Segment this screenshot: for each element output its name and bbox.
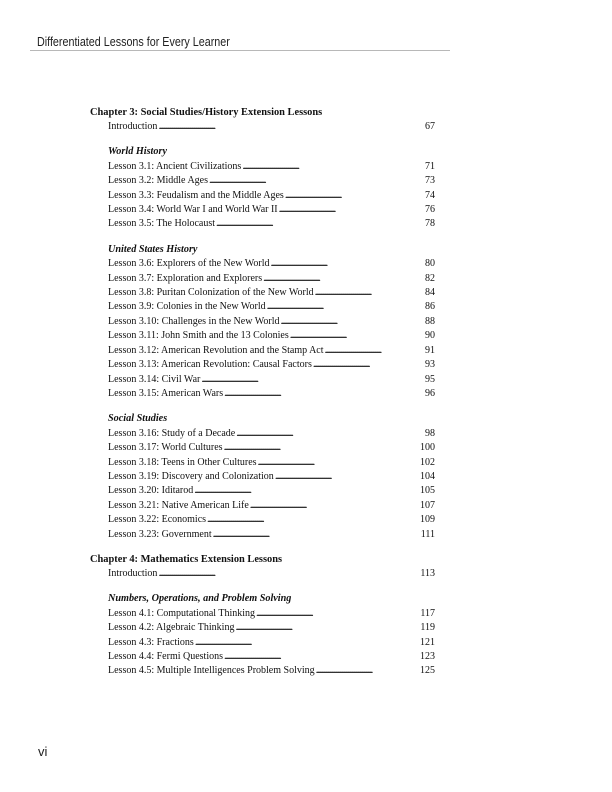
entry-title: Introduction [108, 121, 158, 132]
entry-title: Lesson 3.9: Colonies in the New World [108, 301, 266, 313]
entry-title: Lesson 3.4: World War I and World War II [108, 204, 278, 216]
dot-leader [258, 456, 419, 470]
entry-page-number: 95 [425, 373, 435, 385]
toc-entry[interactable] [90, 528, 435, 542]
dot-leader [224, 387, 424, 401]
dot-leader [213, 528, 420, 542]
entry-title: Lesson 3.21: Native American Life [108, 499, 249, 511]
entry-page-number: 73 [425, 175, 435, 187]
entry-page-number: 82 [425, 272, 435, 284]
dot-leader [235, 621, 419, 635]
entry-page-number: 100 [420, 442, 435, 454]
toc-entry[interactable] [90, 373, 435, 387]
dot-leader [263, 272, 424, 286]
dot-leader [201, 373, 424, 387]
page-number: vi [38, 744, 48, 759]
toc-entry[interactable] [90, 664, 435, 678]
toc-entry[interactable] [90, 189, 435, 203]
entry-page-number: 98 [425, 427, 435, 439]
dot-leader [256, 607, 419, 621]
entry-page-number: 76 [425, 204, 435, 216]
dot-leader [275, 470, 419, 484]
entry-title: Lesson 3.3: Feudalism and the Middle Ages [108, 189, 284, 201]
entry-page-number: 74 [425, 189, 435, 201]
entry-page-number: 123 [420, 651, 435, 662]
entry-page-number: 71 [425, 160, 435, 172]
dot-leader [315, 286, 424, 300]
entry-page-number: 111 [420, 528, 435, 540]
dot-leader [279, 203, 424, 217]
entry-page-number: 104 [420, 470, 435, 482]
entry-title: Lesson 3.16: Study of a Decade [108, 427, 236, 439]
entry-title: Lesson 3.19: Discovery and Colonization [108, 470, 274, 482]
entry-page-number: 80 [425, 258, 435, 270]
entry-title: Lesson 3.18: Teens in Other Cultures [108, 456, 257, 468]
entry-title: Lesson 4.5: Multiple Intelligences Problem Solving [108, 665, 315, 677]
section-heading: Social Studies [108, 413, 168, 425]
dot-leader [280, 315, 424, 329]
toc-entry[interactable] [90, 203, 435, 217]
dot-leader [194, 484, 419, 498]
entry-title: Lesson 3.6: Explorers of the New World [108, 258, 270, 270]
toc-entry[interactable] [90, 470, 435, 484]
dot-leader [250, 499, 419, 513]
entry-page-number: 91 [425, 344, 435, 356]
entry-page-number: 88 [425, 315, 435, 327]
entry-title: Lesson 3.8: Puritan Colonization of the New World [108, 287, 314, 299]
dot-leader [216, 217, 424, 231]
entry-page-number: 125 [420, 665, 435, 677]
entry-page-number: 113 [420, 567, 435, 579]
entry-page-number: 121 [420, 636, 435, 648]
chapter-heading: Chapter 3: Social Studies/History Extension Lessons [90, 107, 323, 118]
entry-title: Lesson 3.23: Government [108, 528, 212, 540]
toc-entry[interactable] [90, 160, 435, 174]
dot-leader [207, 513, 419, 527]
dot-leader [290, 329, 424, 343]
entry-title: Lesson 3.20: Iditarod [108, 485, 194, 497]
entry-page-number: 67 [425, 121, 435, 132]
dot-leader [267, 300, 424, 314]
chapter-heading: Chapter 4: Mathematics Extension Lessons [90, 553, 283, 565]
toc-entry[interactable] [90, 329, 435, 343]
entry-page-number: 119 [420, 622, 435, 634]
entry-page-number: 105 [420, 485, 435, 497]
entry-title: Lesson 4.2: Algebraic Thinking [108, 622, 235, 634]
toc-entry-introduction[interactable] [90, 120, 435, 134]
entry-page-number: 93 [425, 359, 435, 371]
entry-title: Lesson 3.1: Ancient Civilizations [108, 160, 242, 172]
entry-title: Lesson 3.7: Exploration and Explorers [108, 272, 263, 284]
entry-title: Lesson 3.2: Middle Ages [108, 175, 208, 187]
dot-leader [236, 427, 424, 441]
toc-entry[interactable] [90, 315, 435, 329]
toc-entry[interactable] [90, 300, 435, 314]
dot-leader [209, 174, 424, 188]
toc-entry[interactable] [90, 621, 435, 635]
toc-entry[interactable] [90, 636, 435, 650]
chapter-block [90, 553, 435, 679]
header-rule [30, 50, 450, 51]
toc-entry[interactable] [90, 217, 435, 231]
table-of-contents [90, 106, 435, 679]
entry-title: Lesson 3.17: World Cultures [108, 442, 223, 454]
toc-entry[interactable] [90, 607, 435, 621]
dot-leader [224, 650, 419, 664]
entry-title: Lesson 4.1: Computational Thinking [108, 607, 256, 619]
dot-leader [313, 358, 424, 372]
chapter-block [90, 106, 435, 542]
entry-title: Lesson 3.11: John Smith and the 13 Colonies [108, 330, 289, 342]
toc-entry-introduction[interactable] [90, 567, 435, 581]
toc-entry[interactable] [90, 272, 435, 286]
entry-page-number: 96 [425, 387, 435, 399]
entry-title: Lesson 4.3: Fractions [108, 636, 194, 648]
entry-title: Lesson 3.14: Civil War [108, 373, 201, 385]
dot-leader [242, 160, 424, 174]
dot-leader [285, 189, 424, 203]
toc-entry[interactable] [90, 441, 435, 455]
toc-entry[interactable] [90, 427, 435, 441]
entry-page-number: 78 [425, 218, 435, 230]
dot-leader [325, 344, 424, 358]
toc-entry[interactable] [90, 286, 435, 300]
toc-entry[interactable] [90, 499, 435, 513]
entry-page-number: 117 [420, 607, 435, 619]
entry-title: Lesson 3.10: Challenges in the New World [108, 315, 280, 327]
section-heading: Numbers, Operations, and Problem Solving [108, 593, 292, 605]
toc-entry[interactable] [90, 257, 435, 271]
toc-entry[interactable] [90, 358, 435, 372]
dot-leader [270, 257, 424, 271]
dot-leader [224, 441, 419, 455]
dot-leader [195, 636, 419, 650]
toc-entry[interactable] [90, 387, 435, 401]
entry-page-number: 86 [425, 301, 435, 313]
toc-entry[interactable] [90, 513, 435, 527]
entry-title: Lesson 3.15: American Wars [108, 387, 224, 399]
running-head: Differentiated Lessons for Every Learner [37, 35, 230, 49]
toc-entry[interactable] [90, 344, 435, 358]
toc-entry[interactable] [90, 456, 435, 470]
entry-title: Lesson 3.13: American Revolution: Causal Factors [108, 359, 312, 371]
entry-page-number: 90 [425, 330, 435, 342]
section-heading: World History [108, 146, 167, 158]
toc-entry[interactable] [90, 650, 435, 664]
entry-page-number: 84 [425, 287, 435, 299]
entry-title: Introduction [108, 567, 158, 579]
entry-title: Lesson 3.12: American Revolution and the Stamp Act [108, 344, 324, 356]
entry-page-number: 107 [420, 499, 435, 511]
entry-title: Lesson 4.4: Fermi Questions [108, 651, 223, 662]
entry-page-number: 109 [420, 514, 435, 526]
toc-entry[interactable] [90, 174, 435, 188]
section-heading: United States History [108, 243, 198, 255]
entry-title: Lesson 3.5: The Holocaust [108, 218, 216, 230]
toc-entry[interactable] [90, 484, 435, 498]
dot-leader [158, 567, 419, 581]
entry-title: Lesson 3.22: Economics [108, 514, 207, 526]
dot-leader [158, 120, 424, 134]
dot-leader [316, 664, 419, 678]
entry-page-number: 102 [420, 456, 435, 468]
